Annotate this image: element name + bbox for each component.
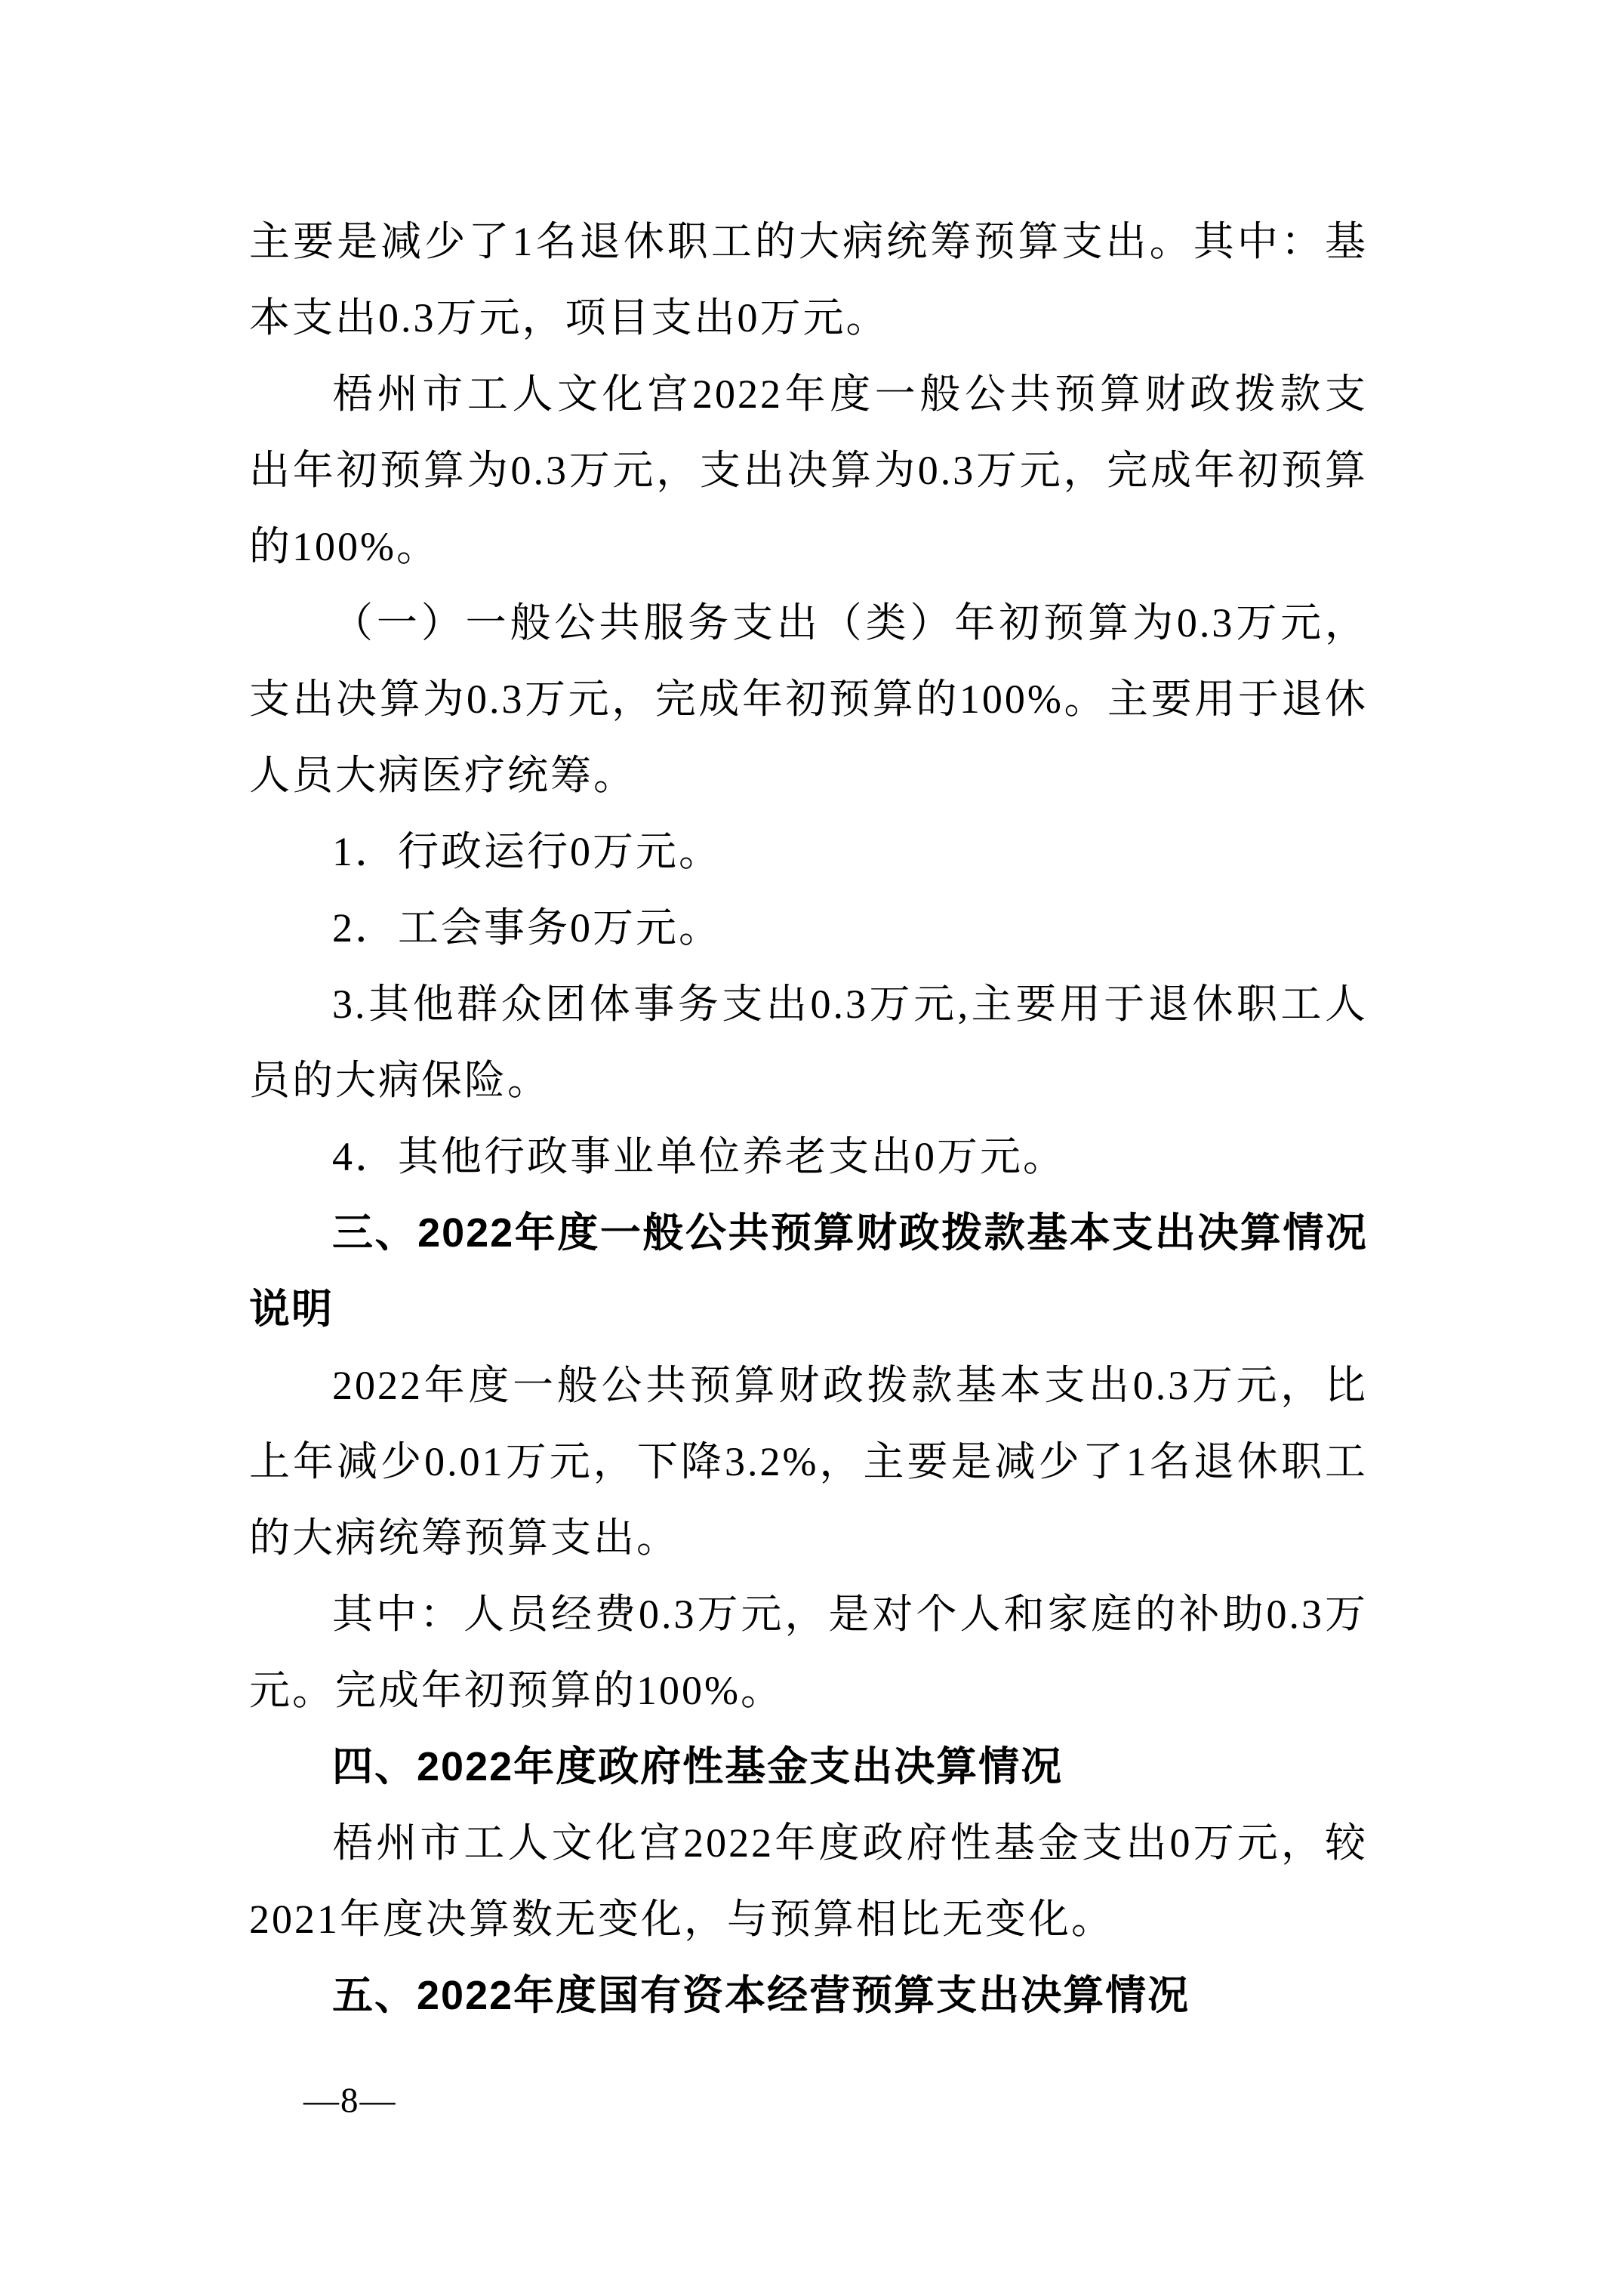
list-item-2-union-affairs: 2．工会事务0万元。 (332, 905, 722, 951)
section-heading-5: 五、2022年度国有资本经营预算支出决算情况 (332, 1973, 1190, 2018)
paragraph-public-service-expenditure: （一）一般公共服务支出（类）年初预算为0.3万元，支出决算为0.3万元，完成年初预算的100%。主要用于退休人员大病医疗统筹。 (249, 600, 1368, 798)
page-number: —8— (303, 2081, 397, 2120)
list-item-3-other-group-affairs: 3.其他群众团体事务支出0.3万元,主要用于退休职工人员的大病保险。 (249, 982, 1368, 1103)
list-item-1-administrative-operation: 1．行政运行0万元。 (332, 829, 722, 874)
document-body (249, 204, 1368, 2034)
paragraph-personnel-funds-detail: 其中：人员经费0.3万元，是对个人和家庭的补助0.3万元。完成年初预算的100%。 (249, 1592, 1368, 1713)
list-item-4-pension-expenditure: 4．其他行政事业单位养老支出0万元。 (332, 1134, 1066, 1179)
paragraph-government-fund-detail: 梧州市工人文化宫2022年度政府性基金支出0万元，较2021年度决算数无变化，与预算相比无变化。 (249, 1820, 1368, 1942)
paragraph-basic-expenditure-detail: 2022年度一般公共预算财政拨款基本支出0.3万元，比上年减少0.01万元，下降3.2%，主要是减少了1名退休职工的大病统筹预算支出。 (249, 1363, 1368, 1561)
paragraph-general-budget-expenditure: 梧州市工人文化宫2022年度一般公共预算财政拨款支出年初预算为0.3万元，支出决算为0.3万元，完成年初预算的100%。 (249, 371, 1368, 569)
paragraph-continuation: 主要是减少了1名退休职工的大病统筹预算支出。其中：基本支出0.3万元，项目支出0万元。 (249, 219, 1368, 341)
section-heading-3: 三、2022年度一般公共预算财政拨款基本支出决算情况说明 (249, 1210, 1368, 1332)
section-heading-4: 四、2022年度政府性基金支出决算情况 (332, 1744, 1064, 1789)
